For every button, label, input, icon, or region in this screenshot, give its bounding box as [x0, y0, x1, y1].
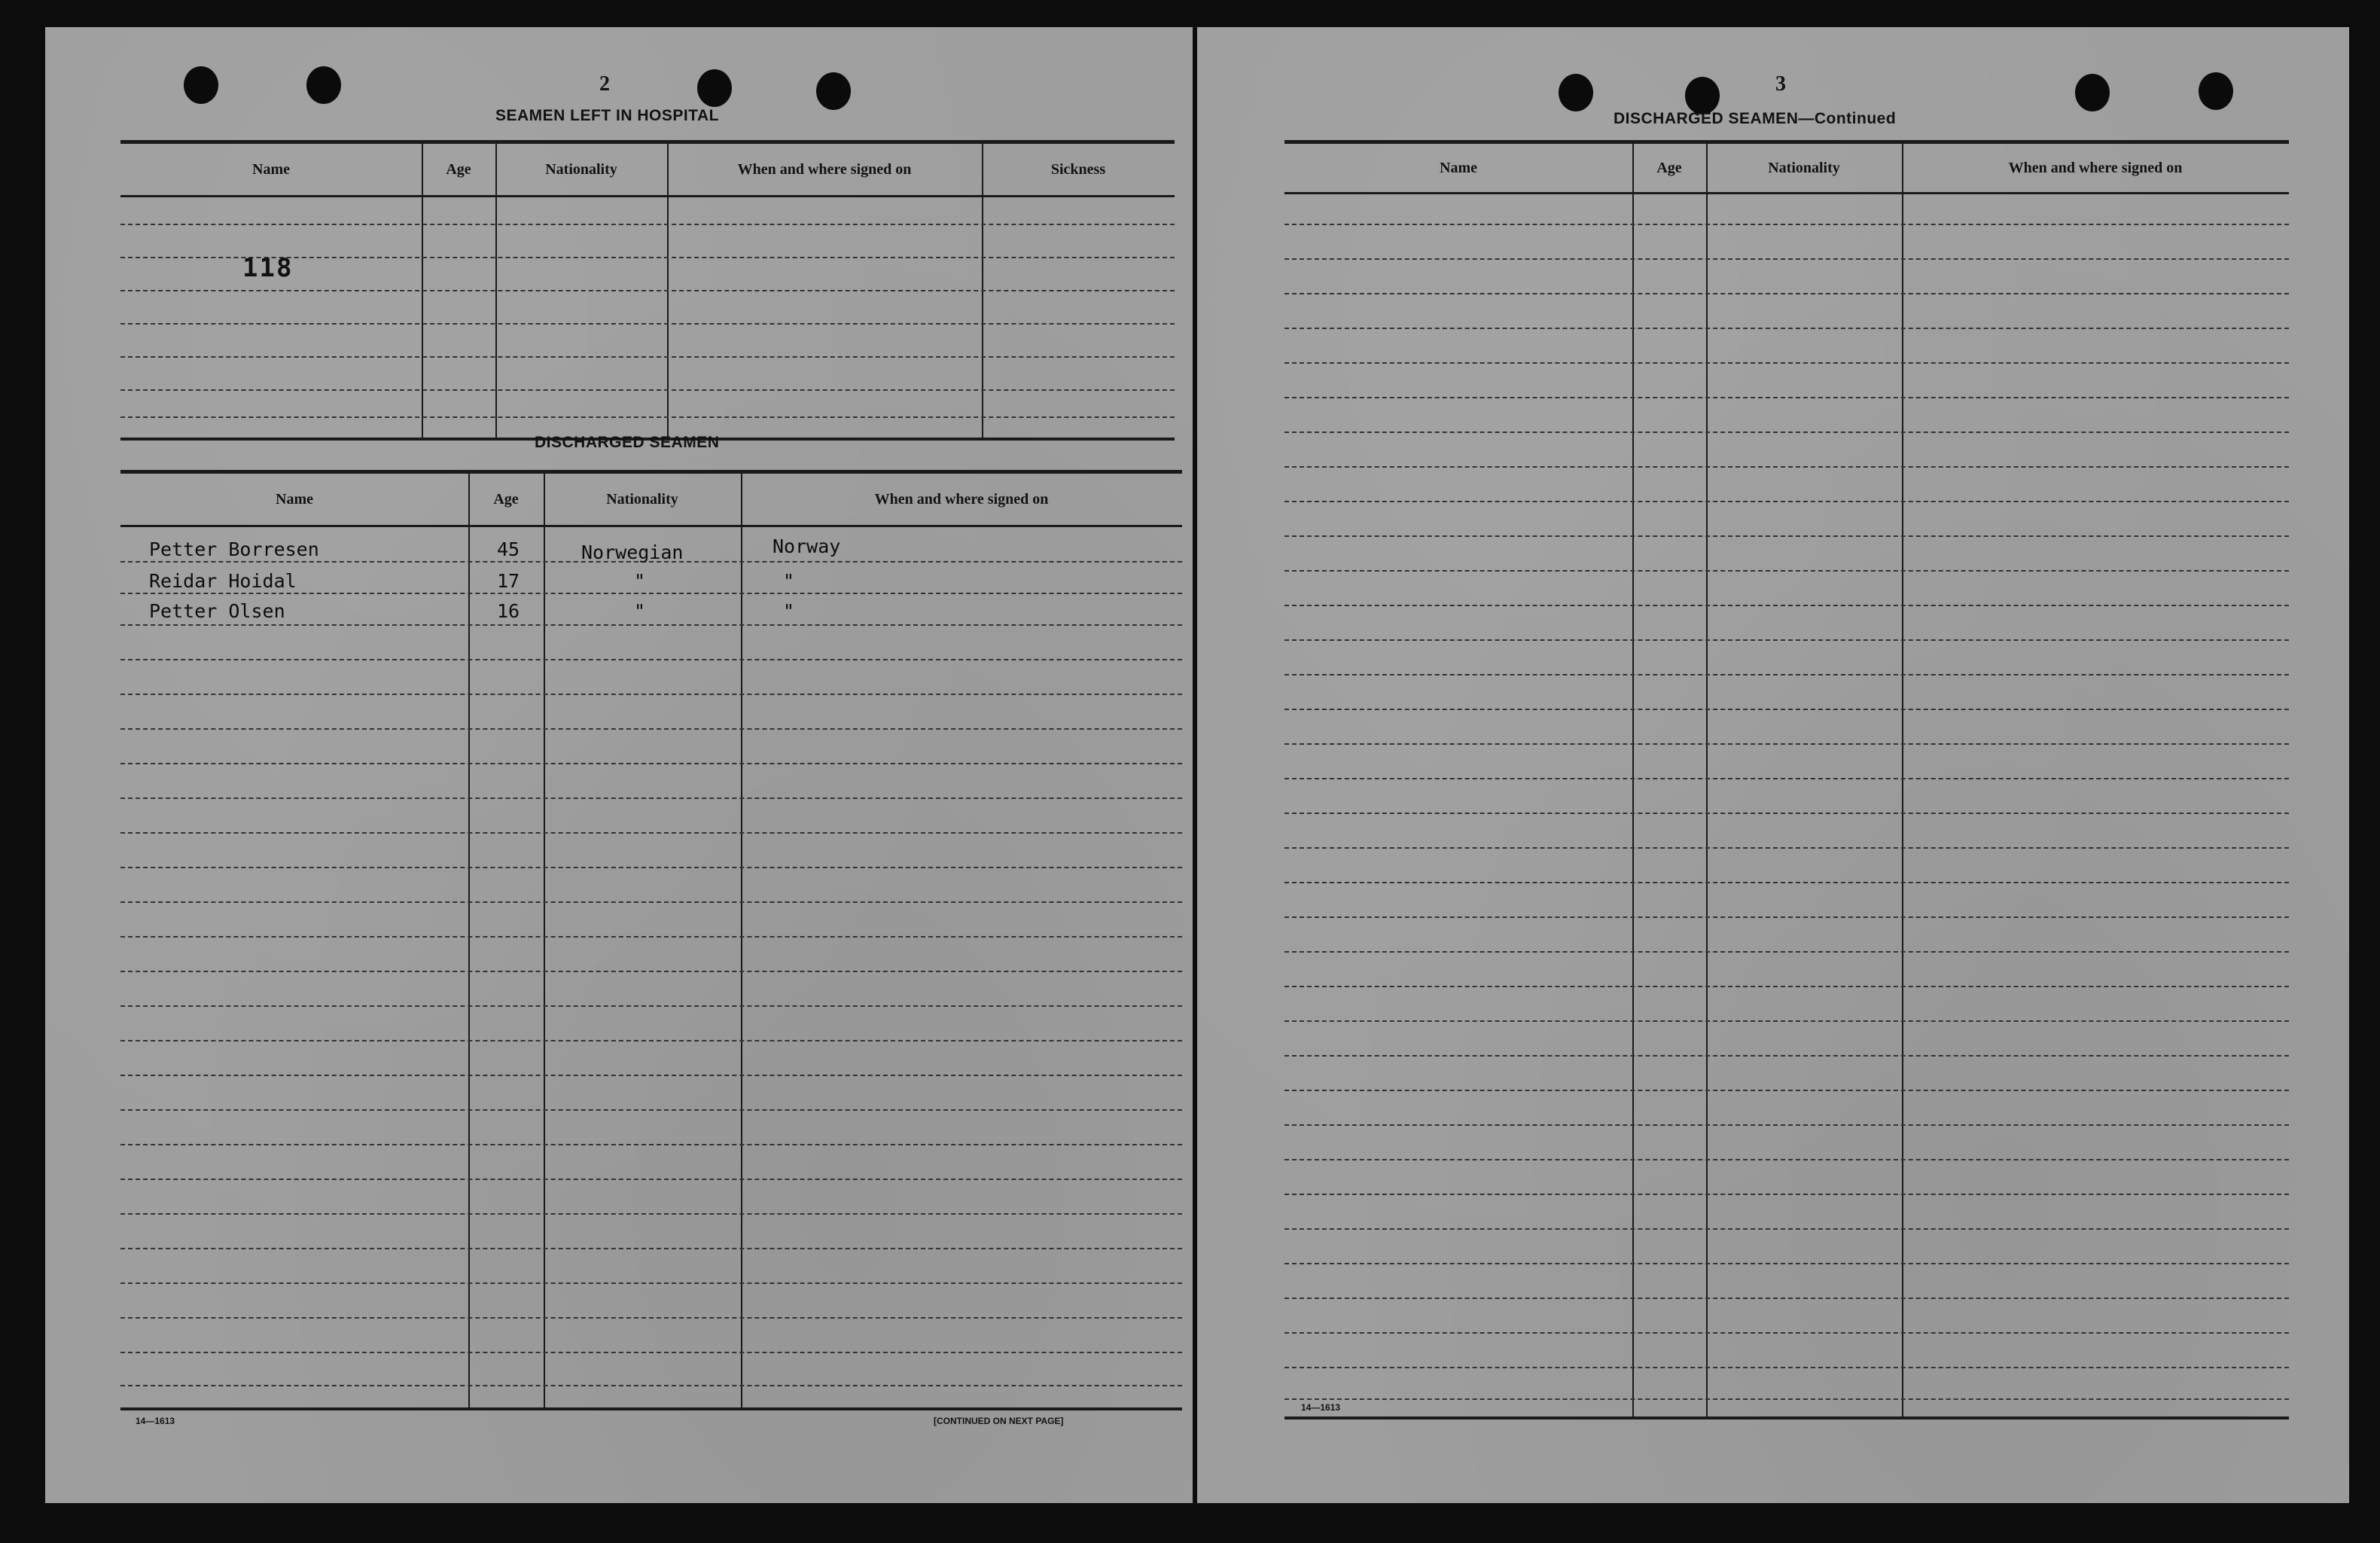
col-signed-on: When and where signed on [737, 160, 912, 178]
row-rule [1284, 501, 2289, 502]
row-rule [1284, 743, 2289, 745]
row-rule [1284, 847, 2289, 849]
col-nationality: Nationality [606, 490, 678, 508]
punch-hole [1559, 74, 1593, 111]
seaman-nationality: " [634, 570, 646, 592]
row-rule [120, 1005, 1182, 1007]
column-divider [1902, 144, 1903, 1416]
row-rule [120, 1317, 1182, 1319]
title-main: DISCHARGED SEAMEN [1614, 110, 1799, 127]
row-rule [120, 323, 1175, 325]
row-rule [120, 290, 1175, 291]
column-divider [468, 474, 470, 1407]
row-rule [120, 416, 1175, 418]
row-rule [120, 797, 1182, 799]
punch-hole [816, 72, 851, 110]
col-name: Name [276, 490, 313, 508]
row-rule [120, 389, 1175, 391]
row-rule [1284, 674, 2289, 675]
handwritten-mark: 118 [242, 253, 294, 283]
continued-note: [CONTINUED ON NEXT PAGE] [934, 1416, 1064, 1426]
row-rule [120, 659, 1182, 660]
row-rule [1284, 1263, 2289, 1264]
row-rule [1284, 258, 2289, 260]
title-suffix: —Continued [1798, 110, 1897, 127]
row-rule [1284, 1398, 2289, 1400]
discharged-table [120, 470, 1182, 1410]
row-rule [1284, 1228, 2289, 1230]
discharged-continued-title [1614, 110, 1896, 128]
column-divider [741, 474, 742, 1407]
punch-hole [2075, 74, 2110, 111]
left-page [45, 27, 1193, 1503]
punch-hole [306, 66, 341, 104]
row-rule [120, 971, 1182, 972]
seaman-name: Petter Olsen [149, 600, 285, 622]
seaman-age: 17 [497, 570, 520, 592]
right-page [1197, 27, 2349, 1503]
punch-hole [184, 66, 218, 104]
row-rule [1284, 709, 2289, 710]
row-rule [120, 1075, 1182, 1076]
row-rule [120, 763, 1182, 764]
seaman-name: Petter Borresen [149, 538, 319, 560]
row-rule [1284, 1055, 2289, 1057]
row-rule [1284, 1090, 2289, 1091]
punch-hole [2199, 72, 2233, 110]
seaman-nationality: Norwegian [581, 541, 684, 563]
row-rule [1284, 882, 2289, 883]
page-number: 2 [599, 72, 610, 96]
col-name: Name [1440, 159, 1477, 176]
seaman-age: 16 [497, 600, 520, 622]
col-name: Name [252, 160, 290, 178]
row-rule [1284, 1367, 2289, 1368]
row-rule [1284, 605, 2289, 606]
row-rule [120, 624, 1182, 626]
row-rule [120, 1109, 1182, 1111]
row-rule [1284, 951, 2289, 953]
row-rule [1284, 293, 2289, 294]
punch-hole [697, 69, 732, 107]
discharged-continued-table [1284, 140, 2289, 1419]
seaman-signed-on: Norway [773, 535, 841, 557]
seaman-signed-on: " [783, 570, 795, 592]
row-rule [120, 694, 1182, 695]
col-signed-on: When and where signed on [874, 490, 1049, 508]
row-rule [1284, 1124, 2289, 1126]
row-rule [120, 593, 1182, 594]
punch-hole [1685, 77, 1720, 114]
discharged-table-title: DISCHARGED SEAMEN [535, 434, 720, 451]
col-age: Age [446, 160, 471, 178]
row-rule [120, 1213, 1182, 1215]
hospital-table [120, 140, 1175, 441]
seaman-age: 45 [497, 538, 520, 560]
hospital-table-header [120, 144, 1175, 197]
col-nationality: Nationality [1768, 159, 1840, 176]
row-rule [120, 1179, 1182, 1180]
col-age: Age [1656, 159, 1682, 176]
row-rule [120, 936, 1182, 938]
row-rule [120, 728, 1182, 730]
row-rule [120, 356, 1175, 358]
column-divider [1706, 144, 1708, 1416]
row-rule [1284, 986, 2289, 987]
row-rule [1284, 466, 2289, 468]
row-rule [1284, 778, 2289, 779]
row-rule [1284, 397, 2289, 398]
row-rule [120, 1385, 1182, 1386]
col-nationality: Nationality [545, 160, 617, 178]
col-age: Age [493, 490, 519, 508]
row-rule [1284, 1159, 2289, 1160]
row-rule [1284, 1332, 2289, 1334]
row-rule [1284, 916, 2289, 918]
row-rule [1284, 328, 2289, 329]
row-rule [1284, 431, 2289, 433]
row-rule [1284, 1298, 2289, 1299]
seaman-name: Reidar Hoidal [149, 570, 297, 592]
hospital-table-title: SEAMEN LEFT IN HOSPITAL [495, 107, 719, 124]
row-rule [120, 901, 1182, 903]
row-rule [1284, 813, 2289, 814]
discharged-table-header [120, 474, 1182, 527]
discharged-continued-header [1284, 144, 2289, 194]
form-number: 14—1613 [1301, 1402, 1341, 1413]
row-rule [120, 832, 1182, 834]
col-sickness: Sickness [1050, 160, 1106, 178]
column-divider [1632, 144, 1634, 1416]
seaman-nationality: " [634, 600, 646, 622]
row-rule [1284, 570, 2289, 572]
row-rule [120, 1282, 1182, 1284]
row-rule [1284, 224, 2289, 225]
page-number: 3 [1775, 72, 1786, 96]
row-rule [120, 1248, 1182, 1249]
form-number: 14—1613 [136, 1416, 175, 1426]
col-signed-on: When and where signed on [2008, 159, 2183, 176]
row-rule [120, 1144, 1182, 1145]
row-rule [1284, 362, 2289, 364]
row-rule [1284, 639, 2289, 641]
row-rule [120, 1352, 1182, 1353]
column-divider [544, 474, 545, 1407]
row-rule [1284, 1194, 2289, 1195]
row-rule [120, 867, 1182, 868]
seaman-signed-on: " [783, 600, 795, 622]
row-rule [120, 1040, 1182, 1041]
row-rule [120, 224, 1175, 225]
row-rule [1284, 535, 2289, 537]
row-rule [1284, 1020, 2289, 1022]
